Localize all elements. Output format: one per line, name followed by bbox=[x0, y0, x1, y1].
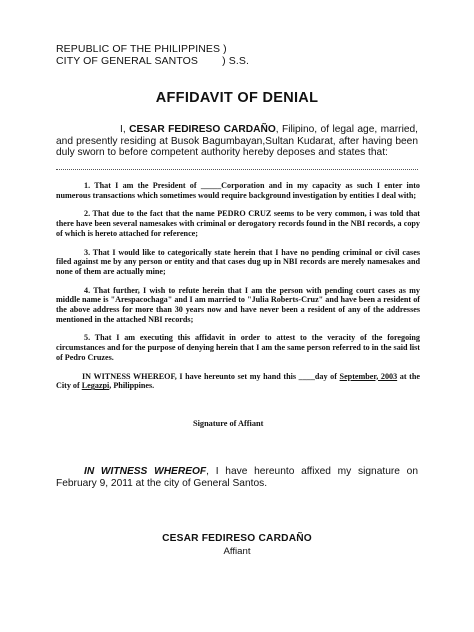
affiant-role: Affiant bbox=[223, 546, 251, 557]
witness-text-b: at the City of bbox=[56, 371, 420, 391]
witness-paragraph bbox=[56, 466, 418, 490]
witness-city: Legazpi bbox=[81, 381, 110, 391]
affiant-name: CESAR FEDIRESO CARDAÑO bbox=[162, 533, 312, 544]
signature-label: Signature of Affiant bbox=[193, 419, 264, 428]
clause-3: 3. That I would like to categorically state herein that I have no pending criminal or civil cases filed against me by any person or entity and that cases dug up in NBI records are merely namesakes and none of them are actually mine; bbox=[56, 247, 420, 276]
intro-prefix: I, bbox=[120, 124, 130, 135]
clause-2: 2. That due to the fact that the name PEDRO CRUZ seems to be very common, i was told that there have been several namesakes with criminal or derogatory records found in the NBI records, a copy of which is hereto attached for reference; bbox=[56, 209, 420, 238]
affiant-name-inline: CESAR FEDIRESO CARDAÑO bbox=[129, 124, 276, 135]
venue-block bbox=[56, 43, 249, 67]
witness-body: , I have hereunto affixed my signature on February 9, 2011 at the city of General Santos. bbox=[56, 466, 418, 489]
venue-line-city: CITY OF GENERAL SANTOS ) S.S. bbox=[56, 55, 250, 67]
witness-lead: IN WITNESS WHEREOF bbox=[84, 466, 207, 477]
dotted-divider bbox=[56, 169, 418, 170]
venue-line-republic: REPUBLIC OF THE PHILIPPINES ) bbox=[56, 43, 227, 55]
clause-4: 4. That further, I wish to refute herein that I am the person with pending court cases as my middle name is "Arespacochaga" and I am married to "Julia Roberts-Cruz" and have been a resident of the above address for more than 30 years now and have never been a resident of any of the addresses mentioned in the attached NBI records; bbox=[56, 285, 420, 324]
witness-text-a: IN WITNESS WHEREOF, I have hereunto set my hand this ____day of bbox=[82, 371, 340, 381]
clause-5: 5. That I am executing this affidavit in order to attest to the veracity of the foregoing circumstances and for the purpose of denying herein that I am the same person referred to in the said list of Pedro Cruzes. bbox=[56, 333, 420, 362]
clauses-section bbox=[56, 181, 420, 400]
document-title: AFFIDAVIT OF DENIAL bbox=[155, 90, 319, 106]
clause-1: 1. That I am the President of _____Corporation and in my capacity as such I enter into numerous transactions which sometimes would require background investigation by entities I deal with; bbox=[56, 181, 420, 200]
witness-date: September, 2003 bbox=[339, 371, 398, 381]
intro-body: , Filipino, of legal age, married, and presently residing at Busok Bagumbayan,Sultan Kudarat, after having been duly sworn to before competent authority hereby deposes and states that: bbox=[56, 124, 418, 159]
witness-text-c: , Philippines. bbox=[109, 381, 155, 391]
witness-clause bbox=[56, 372, 420, 391]
intro-paragraph bbox=[56, 124, 418, 159]
